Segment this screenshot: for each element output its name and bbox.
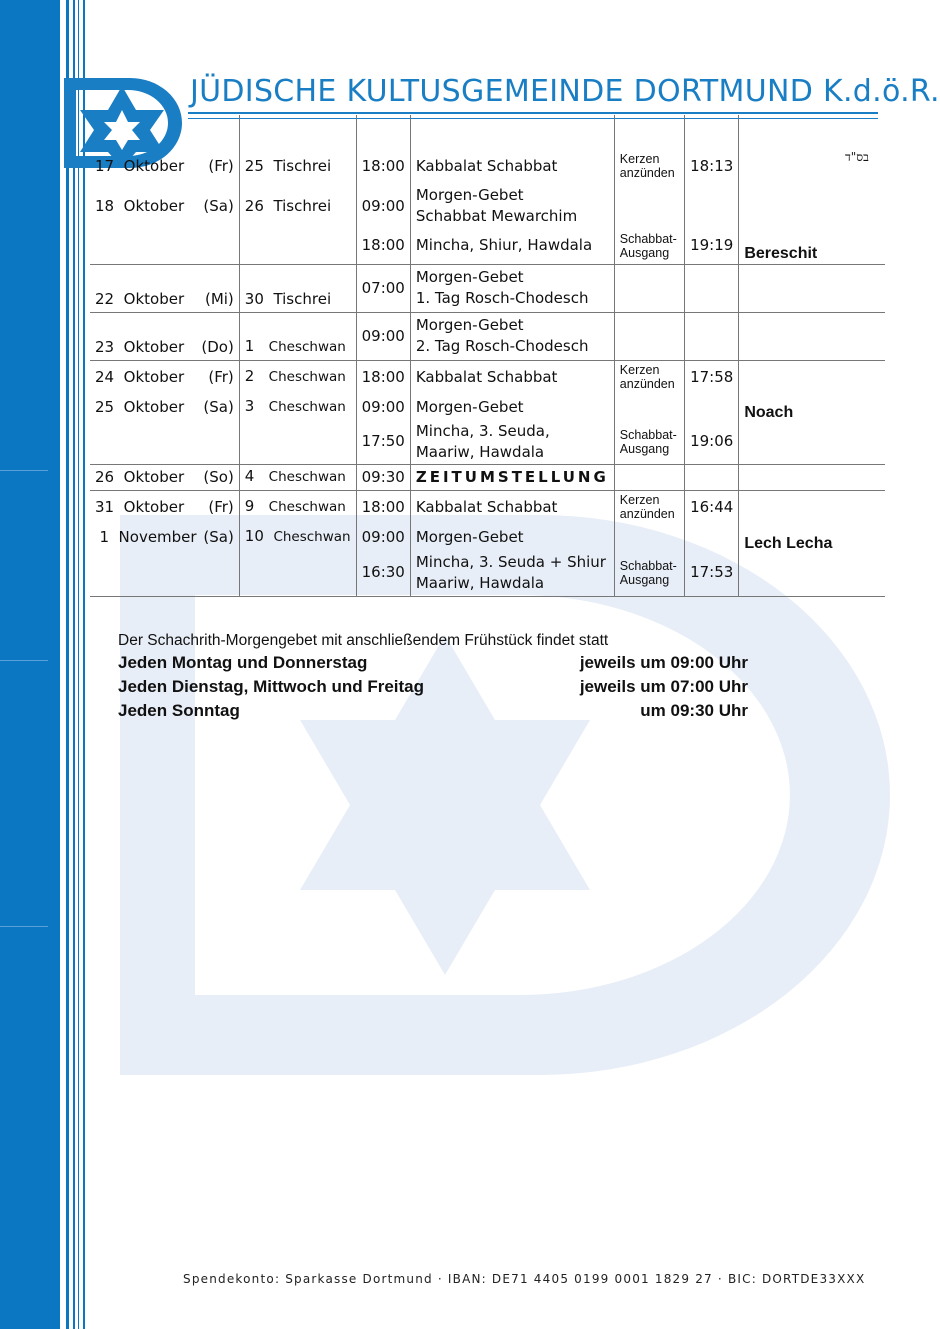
weekday: (Sa) — [203, 196, 234, 215]
shabbat-end-time: 17:53 — [685, 550, 739, 596]
service-name: Mincha, 3. Seuda + Shiur — [415, 552, 606, 571]
brand-stripe-thin — [83, 0, 85, 1329]
service-name: Mincha, 3. Seuda, — [415, 421, 550, 440]
hebrew-day: 4 — [244, 467, 255, 485]
table-row — [90, 360, 885, 394]
service-note: 2. Tag Rosch-Chodesch — [415, 337, 589, 355]
page-title: JÜDISCHE KULTUSGEMEINDE DORTMUND K.d.ö.R. — [190, 74, 940, 109]
date-month: Oktober — [123, 156, 185, 175]
service-name: Morgen-Gebet — [415, 186, 524, 204]
service-name: Kabbalat Schabbat — [410, 360, 614, 394]
date-day: 22 — [95, 289, 115, 308]
table-row — [90, 464, 885, 490]
shabbat-end-label: Schabbat- Ausgang — [614, 228, 684, 264]
candle-label: Kerzen anzünden — [614, 490, 684, 524]
brand-stripe — [66, 0, 69, 1329]
table-row — [90, 264, 885, 312]
date-month: Oktober — [123, 337, 185, 356]
hebrew-day: 9 — [244, 497, 255, 516]
header-rule — [188, 112, 878, 114]
info-days: Jeden Sonntag — [118, 701, 240, 720]
service-time: 07:00 — [356, 264, 410, 312]
weekday-prayer-info — [118, 632, 748, 725]
service-time: 18:00 — [356, 148, 410, 184]
date-month: Oktober — [123, 467, 185, 486]
date-day: 23 — [95, 337, 115, 356]
info-days: Jeden Dienstag, Mittwoch und Freitag — [118, 677, 425, 696]
candle-label: Kerzen anzünden — [614, 360, 684, 394]
info-lead: Der Schachrith-Morgengebet mit anschließendem Frühstück findet statt — [118, 632, 609, 649]
parsha-name: Noach — [744, 403, 794, 421]
hebrew-month: Cheschwan — [268, 499, 346, 516]
hebrew-month: Cheschwan — [268, 369, 346, 386]
service-name: Morgen-Gebet — [410, 394, 614, 420]
service-time: 09:00 — [356, 394, 410, 420]
weekday: (Do) — [201, 337, 234, 356]
hebrew-month: Cheschwan — [273, 529, 351, 545]
brand-stripe-thin — [73, 0, 75, 1329]
service-note: Schabbat Mewarchim — [415, 207, 578, 225]
hebrew-month: Cheschwan — [268, 338, 346, 355]
weekday: (Sa) — [203, 397, 234, 416]
hebrew-month: Tischrei — [273, 156, 332, 175]
service-name: Morgen-Gebet — [410, 524, 614, 550]
date-month: Oktober — [123, 397, 185, 416]
info-days: Jeden Montag und Donnerstag — [118, 653, 368, 672]
date-month: Oktober — [123, 289, 185, 308]
service-name: Morgen-Gebet — [415, 268, 524, 286]
hebrew-month: Tischrei — [273, 196, 332, 215]
parsha-name: Lech Lecha — [744, 534, 833, 552]
hebrew-month: Cheschwan — [268, 399, 346, 415]
service-name: Morgen-Gebet — [415, 316, 524, 334]
service-time: 18:00 — [356, 490, 410, 524]
service-name: Mincha, Shiur, Hawdala — [410, 228, 614, 264]
watermark-logo — [120, 515, 890, 1075]
candle-time: 18:13 — [685, 148, 739, 184]
candle-time: 16:44 — [685, 490, 739, 524]
bank-details-footer: Spendekonto: Sparkasse Dortmund · IBAN: DE71 4405 0199 0001 1829 27 · BIC: DORTDE33XXX — [183, 1272, 866, 1286]
date-month: Oktober — [123, 497, 185, 516]
candle-time: 17:58 — [685, 360, 739, 394]
weekday: (Sa) — [203, 527, 234, 546]
time-change-notice: ZEITUMSTELLUNG — [410, 464, 614, 490]
date-month: November — [118, 527, 197, 546]
table-row — [90, 148, 885, 184]
shabbat-end-label: Schabbat- Ausgang — [614, 420, 684, 464]
weekday: (Fr) — [208, 156, 234, 175]
date-day: 31 — [95, 497, 115, 516]
info-time: jeweils um 07:00 Uhr — [579, 677, 748, 696]
shabbat-end-label: Schabbat- Ausgang — [614, 550, 684, 596]
hebrew-month: Tischrei — [273, 289, 332, 308]
date-month: Oktober — [123, 196, 185, 215]
info-row — [118, 701, 748, 725]
hebrew-day: 2 — [244, 367, 255, 386]
candle-label: Kerzen anzünden — [614, 148, 684, 184]
hebrew-day: 30 — [244, 289, 264, 308]
service-time: 09:00 — [356, 524, 410, 550]
hebrew-day: 1 — [244, 336, 255, 355]
info-row — [118, 653, 748, 677]
service-name: Kabbalat Schabbat — [410, 490, 614, 524]
service-time: 17:50 — [356, 420, 410, 464]
service-note: Maariw, Hawdala — [415, 442, 545, 461]
date-day: 25 — [95, 397, 115, 416]
date-day: 17 — [95, 156, 115, 175]
shabbat-end-time: 19:06 — [685, 420, 739, 464]
service-time: 09:30 — [356, 464, 410, 490]
date-day: 24 — [95, 367, 115, 386]
hebrew-day: 10 — [244, 527, 264, 545]
hebrew-day: 3 — [244, 397, 255, 415]
hebrew-day: 26 — [244, 196, 264, 215]
info-time: jeweils um 09:00 Uhr — [579, 653, 748, 672]
shabbat-end-time: 19:19 — [685, 228, 739, 264]
info-time: um 09:30 Uhr — [640, 701, 748, 720]
service-name: Kabbalat Schabbat — [410, 148, 614, 184]
service-time: 16:30 — [356, 550, 410, 596]
date-day: 18 — [95, 196, 115, 215]
band-divider — [0, 470, 48, 471]
brand-band — [0, 0, 60, 1329]
hebrew-mark: בס"ד — [845, 150, 869, 164]
band-divider — [0, 660, 48, 661]
hebrew-month: Cheschwan — [268, 469, 346, 485]
table-row — [90, 312, 885, 360]
parsha-name: Bereschit — [744, 244, 818, 262]
date-month: Oktober — [123, 367, 185, 386]
table-row — [90, 115, 885, 148]
date-day: 26 — [95, 467, 115, 486]
weekday: (Fr) — [208, 367, 234, 386]
service-time: 09:00 — [356, 312, 410, 360]
service-time: 09:00 — [356, 184, 410, 228]
info-row — [118, 677, 748, 701]
hebrew-day: 25 — [244, 156, 264, 175]
service-time: 18:00 — [356, 360, 410, 394]
brand-stripe-thin — [78, 0, 79, 1329]
service-note: Maariw, Hawdala — [415, 573, 545, 592]
schedule-table — [90, 115, 885, 597]
service-note: 1. Tag Rosch-Chodesch — [415, 289, 589, 307]
weekday: (Fr) — [208, 497, 234, 516]
date-day: 1 — [99, 527, 109, 546]
weekday: (So) — [203, 467, 234, 486]
band-divider — [0, 926, 48, 927]
service-time: 18:00 — [356, 228, 410, 264]
table-row — [90, 490, 885, 524]
weekday: (Mi) — [204, 289, 234, 308]
